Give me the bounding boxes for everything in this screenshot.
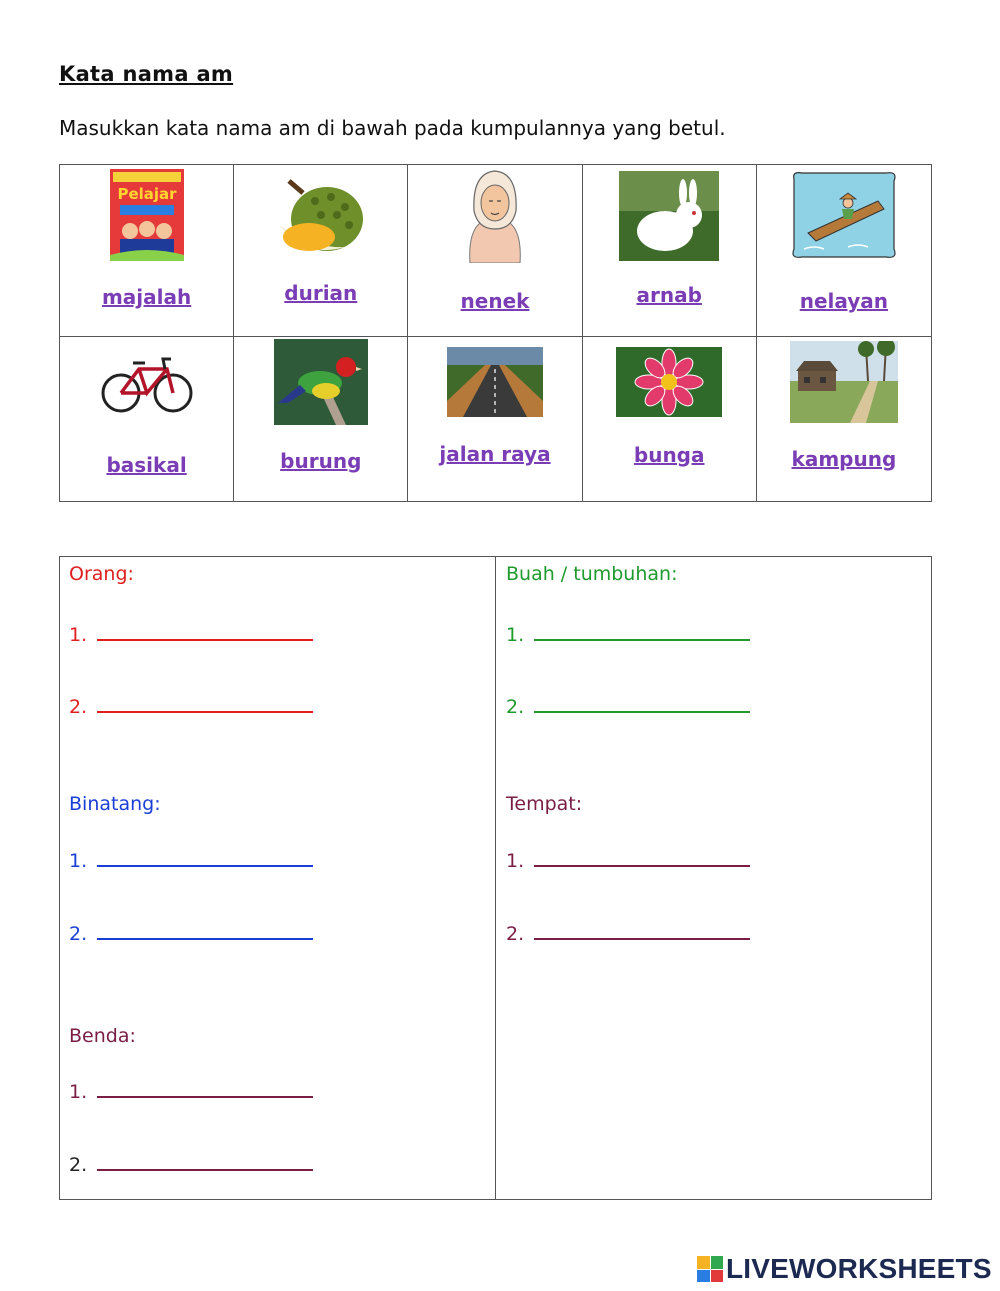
answer-row <box>506 693 750 718</box>
instruction-text: Masukkan kata nama am di bawah pada kumpulannya yang betul. <box>59 116 726 140</box>
picture-cell-jalan-raya <box>408 337 582 501</box>
picture-cell-burung <box>234 337 408 501</box>
item-number: 1. <box>69 850 88 872</box>
group-label: Orang: <box>69 563 134 585</box>
answer-row <box>506 920 750 945</box>
group-label: Binatang: <box>69 793 161 815</box>
answer-row <box>69 621 313 646</box>
item-number: 1. <box>69 1081 88 1103</box>
picture-cell-majalah <box>60 165 234 337</box>
worksheet-title: Kata nama am <box>59 62 234 86</box>
answer-row <box>69 1078 313 1103</box>
item-number: 2. <box>69 696 88 718</box>
rabbit-image <box>619 171 719 261</box>
answer-blank[interactable] <box>97 1151 313 1171</box>
bird-image <box>274 339 368 425</box>
bicycle-image <box>101 353 193 415</box>
column-divider <box>495 557 496 1199</box>
answer-row <box>506 847 750 872</box>
picture-cell-nenek <box>408 165 582 337</box>
brand-name: LIVEWORKSHEETS <box>726 1253 992 1284</box>
item-number: 2. <box>69 923 88 945</box>
answer-blank[interactable] <box>97 693 313 713</box>
answer-blank[interactable] <box>534 693 750 713</box>
item-number: 2. <box>506 923 525 945</box>
answer-row <box>69 1151 313 1176</box>
word-label[interactable]: nelayan <box>799 289 889 313</box>
fisherman-image <box>788 169 900 261</box>
item-number: 1. <box>69 624 88 646</box>
answer-blank[interactable] <box>534 621 750 641</box>
word-label[interactable]: burung <box>280 449 362 473</box>
item-number: 1. <box>506 624 525 646</box>
group-label: Tempat: <box>506 793 583 815</box>
answer-table <box>59 556 932 1200</box>
item-number: 2. <box>506 696 525 718</box>
answer-row <box>69 920 313 945</box>
answer-row <box>69 847 313 872</box>
item-number: 1. <box>506 850 525 872</box>
word-label[interactable]: bunga <box>633 443 705 467</box>
picture-cell-arnab <box>583 165 757 337</box>
answer-blank[interactable] <box>97 621 313 641</box>
word-label[interactable]: arnab <box>636 283 702 307</box>
item-number: 2. <box>69 1154 88 1176</box>
word-label[interactable]: majalah <box>101 285 192 309</box>
group-label: Buah / tumbuhan: <box>506 563 678 585</box>
picture-cell-nelayan <box>757 165 931 337</box>
village-image <box>790 341 898 423</box>
answer-blank[interactable] <box>97 920 313 940</box>
answer-blank[interactable] <box>97 847 313 867</box>
durian-image <box>275 175 367 259</box>
flower-image <box>616 347 722 417</box>
picture-cell-bunga <box>583 337 757 501</box>
grandmother-image <box>460 167 530 263</box>
word-label[interactable]: basikal <box>106 453 187 477</box>
answer-blank[interactable] <box>97 1078 313 1098</box>
word-label[interactable]: nenek <box>460 289 530 313</box>
answer-blank[interactable] <box>534 847 750 867</box>
liveworksheets-brand <box>697 1252 992 1286</box>
word-label[interactable]: jalan raya <box>439 442 551 466</box>
word-label[interactable]: durian <box>284 281 358 305</box>
picture-cell-kampung <box>757 337 931 501</box>
liveworksheets-logo-icon <box>697 1256 723 1282</box>
answer-blank[interactable] <box>534 920 750 940</box>
magazine-cover-text: Pelajar <box>117 185 177 203</box>
answer-row <box>506 621 750 646</box>
picture-cell-basikal <box>60 337 234 501</box>
group-label: Benda: <box>69 1025 136 1047</box>
picture-grid <box>59 164 932 502</box>
picture-cell-durian <box>234 165 408 337</box>
word-label[interactable]: kampung <box>791 447 897 471</box>
road-image <box>447 347 543 417</box>
answer-row <box>69 693 313 718</box>
magazine-image <box>110 169 184 261</box>
